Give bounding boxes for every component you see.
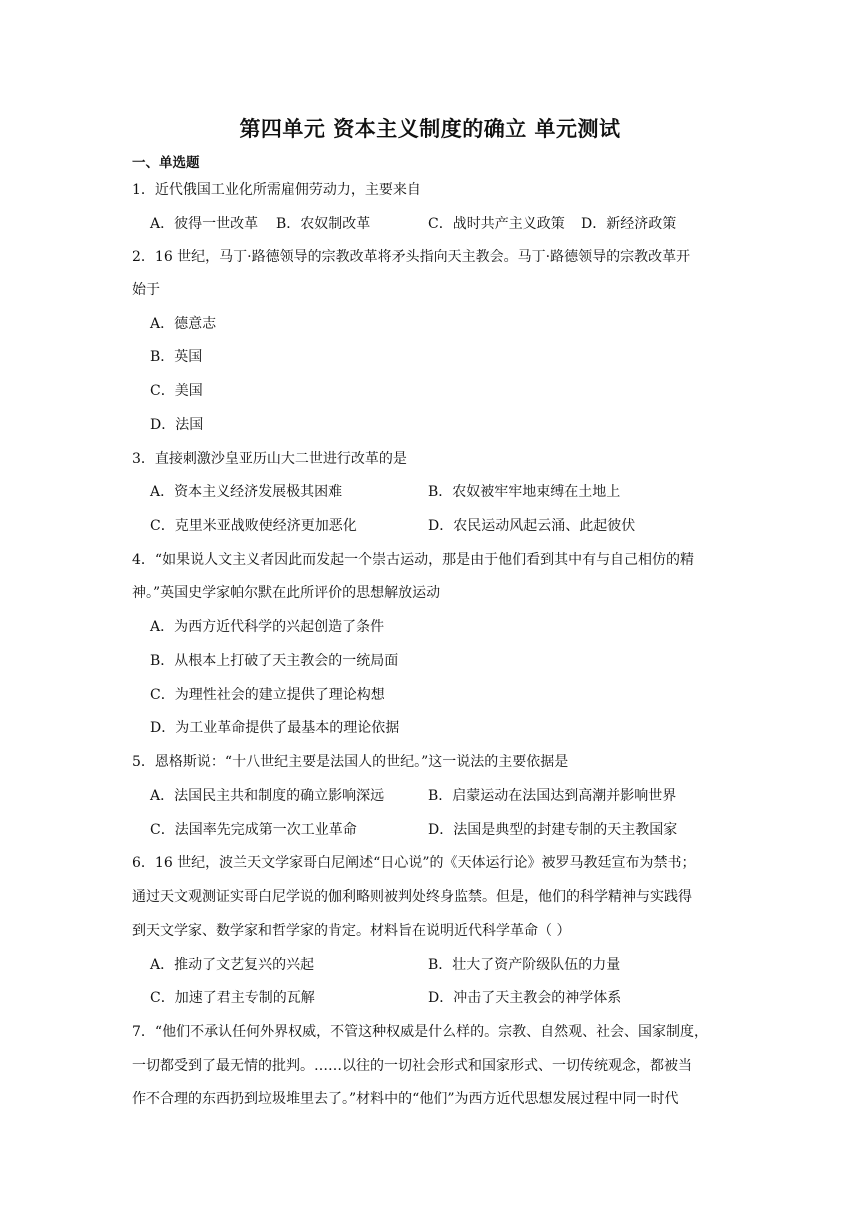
section-heading: 一、单选题 xyxy=(132,155,200,171)
question-3-option-d: D．农民运动风起云涌、此起彼伏 xyxy=(428,518,636,534)
question-7-stem-line-2: 一切都受到了最无情的批判。……以往的一切社会形式和国家形式、一切传统观念，都被当 xyxy=(132,1058,692,1074)
question-5-option-d: D．法国是典型的封建专制的天主教国家 xyxy=(428,822,678,838)
question-4-option-a: A．为西方近代科学的兴起创造了条件 xyxy=(150,619,385,635)
question-6-option-d: D．冲击了天主教会的神学体系 xyxy=(428,990,622,1006)
question-7-stem-line-1: 7．“他们不承认任何外界权威，不管这种权威是什么样的。宗教、自然观、社会、国家制度， xyxy=(132,1024,709,1040)
question-2-stem-line-2: 始于 xyxy=(132,282,160,298)
question-1-option-d: D．新经济政策 xyxy=(581,216,677,232)
question-6-stem-line-3: 到天文学家、数学家和哲学家的肯定。材料旨在说明近代科学革命（ ） xyxy=(132,923,571,939)
question-1-option-b: B．农奴制改革 xyxy=(276,216,371,232)
question-4-option-b: B．从根本上打破了天主教会的一统局面 xyxy=(150,653,399,669)
question-5-option-a: A．法国民主共和制度的确立影响深远 xyxy=(150,788,385,804)
question-2-option-a: A．德意志 xyxy=(150,316,217,332)
question-3-option-c: C．克里米亚战败使经济更加恶化 xyxy=(150,518,357,534)
question-6-stem-line-1: 6．16 世纪，波兰天文学家哥白尼阐述“日心说”的《天体运行论》被罗马教廷宣布为禁书； xyxy=(132,855,696,871)
question-6-stem-line-2: 通过天文观测证实哥白尼学说的伽利略则被判处终身监禁。但是，他们的科学精神与实践得 xyxy=(132,889,692,905)
question-6-option-b: B．壮大了资产阶级队伍的力量 xyxy=(428,957,621,973)
question-3-option-a: A．资本主义经济发展极其困难 xyxy=(150,484,343,500)
question-3-stem: 3．直接刺激沙皇亚历山大二世进行改革的是 xyxy=(132,451,407,467)
question-7-stem-line-3: 作不合理的东西扔到垃圾堆里去了。”材料中的“他们”为西方近代思想发展过程中同一时代 xyxy=(132,1091,679,1107)
question-5-stem: 5．恩格斯说：“十八世纪主要是法国人的世纪。”这一说法的主要依据是 xyxy=(132,754,569,770)
question-4-option-c: C．为理性社会的建立提供了理论构想 xyxy=(150,687,385,703)
page-title: 第四单元 资本主义制度的确立 单元测试 xyxy=(239,117,621,141)
question-2-option-b: B．英国 xyxy=(150,349,203,365)
question-5-option-c: C．法国率先完成第一次工业革命 xyxy=(150,822,357,838)
question-6-option-c: C．加速了君主专制的瓦解 xyxy=(150,990,315,1006)
question-2-option-c: C．美国 xyxy=(150,383,203,399)
question-5-option-b: B．启蒙运动在法国达到高潮并影响世界 xyxy=(428,788,677,804)
question-4-stem-line-2: 神。”英国史学家帕尔默在此所评价的思想解放运动 xyxy=(132,585,441,601)
question-2-stem-line-1: 2．16 世纪，马丁·路德领导的宗教改革将矛头指向天主教会。马丁·路德领导的宗教改革开 xyxy=(132,249,691,265)
question-4-option-d: D．为工业革命提供了最基本的理论依据 xyxy=(150,720,400,736)
question-1-stem: 1．近代俄国工业化所需雇佣劳动力，主要来自 xyxy=(132,182,421,198)
question-6-option-a: A．推动了文艺复兴的兴起 xyxy=(150,957,315,973)
question-4-stem-line-1: 4．“如果说人文主义者因此而发起一个崇古运动，那是由于他们看到其中有与自己相仿的精 xyxy=(132,552,695,568)
question-1-option-a: A．彼得一世改革 xyxy=(150,216,259,232)
question-1-option-c: C．战时共产主义政策 xyxy=(428,216,565,232)
question-3-option-b: B．农奴被牢牢地束缚在土地上 xyxy=(428,484,621,500)
question-2-option-d: D．法国 xyxy=(150,417,204,433)
